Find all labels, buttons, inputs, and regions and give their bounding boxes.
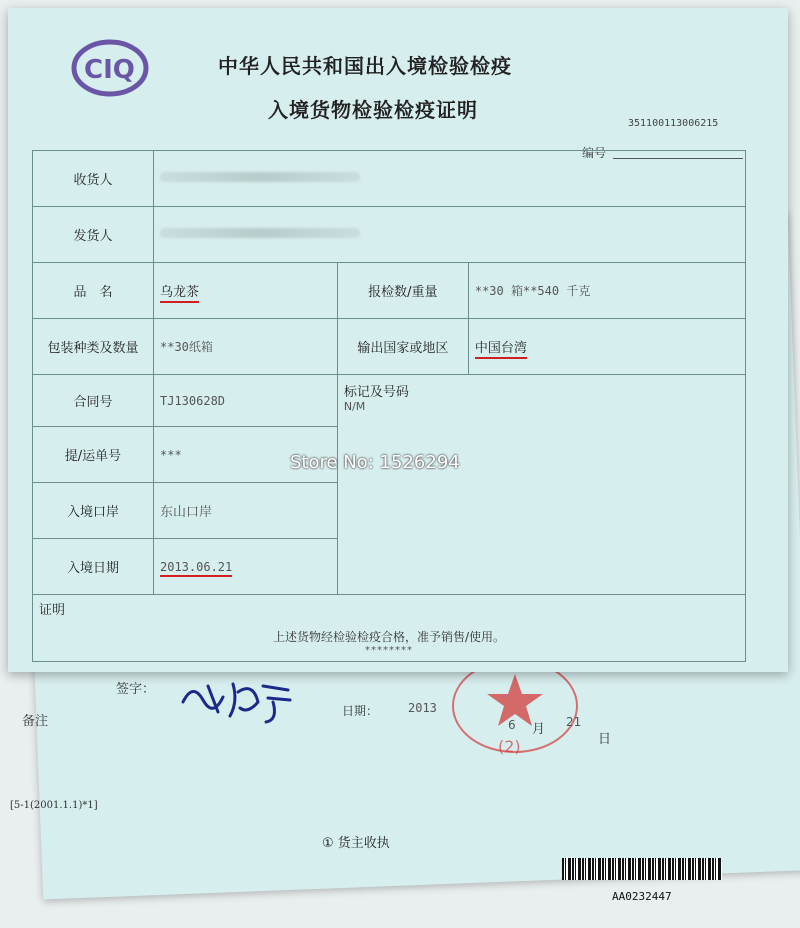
product-label: 品 名 bbox=[33, 263, 154, 319]
table-row bbox=[33, 375, 746, 427]
redacted-text bbox=[160, 228, 360, 238]
contract-label: 合同号 bbox=[33, 375, 154, 427]
table-row bbox=[33, 151, 746, 207]
barcode-text: AA0232447 bbox=[612, 890, 672, 903]
origin-label: 输出国家或地区 bbox=[337, 319, 468, 375]
bl-label: 提/运单号 bbox=[33, 427, 154, 483]
handwritten-signature bbox=[178, 672, 298, 724]
table-row bbox=[33, 595, 746, 662]
entry-date-label: 入境日期 bbox=[33, 539, 154, 595]
consignor-label: 发货人 bbox=[33, 207, 154, 263]
marks-label: 标记及号码 bbox=[343, 385, 409, 400]
qty-weight-label: 报检数/重量 bbox=[337, 263, 468, 319]
month-char: 月 bbox=[532, 722, 546, 737]
packing-value: **30纸箱 bbox=[154, 319, 338, 375]
certificate-table bbox=[32, 150, 746, 662]
official-stamp bbox=[440, 656, 590, 766]
date-year: 2013 bbox=[408, 701, 437, 715]
contract-value: TJ130628D bbox=[154, 375, 338, 427]
date-day: 21 bbox=[566, 715, 582, 729]
marks-cell bbox=[337, 375, 745, 595]
entry-date-cell bbox=[154, 539, 338, 595]
date-label: 日期： bbox=[342, 704, 379, 718]
origin-value-cell bbox=[468, 319, 745, 375]
form-code: [5-1(2001.1.1)*1] bbox=[10, 800, 98, 811]
qty-weight-value: **30 箱**540 千克 bbox=[468, 263, 745, 319]
certificate-stars: ******** bbox=[365, 645, 413, 656]
consignee-value bbox=[154, 151, 746, 207]
table-row bbox=[33, 207, 746, 263]
bl-value: *** bbox=[154, 427, 338, 483]
consignee-label: 收货人 bbox=[33, 151, 154, 207]
product-value-cell bbox=[154, 263, 338, 319]
number-label: 编号 bbox=[582, 146, 607, 160]
serial-number: 351100113006215 bbox=[628, 118, 719, 129]
table-row bbox=[33, 319, 746, 375]
signature-label: 签字： bbox=[116, 682, 156, 697]
date-month: 6 bbox=[508, 718, 516, 732]
entry-port-value: 东山口岸 bbox=[154, 483, 338, 539]
store-watermark: Store No: 1526294 bbox=[290, 452, 460, 473]
consignor-value bbox=[154, 207, 746, 263]
product-value: 乌龙茶 bbox=[160, 285, 199, 303]
certificate-cell bbox=[33, 595, 746, 662]
ciq-logo bbox=[70, 38, 150, 98]
entry-date-value: 2013.06.21 bbox=[160, 560, 232, 577]
entry-port-label: 入境口岸 bbox=[33, 483, 154, 539]
copy-label: ① 货主收执 bbox=[322, 836, 390, 851]
marks-value: N/M bbox=[343, 400, 366, 413]
title-line1: 中华人民共和国出入境检验检疫 bbox=[218, 54, 512, 78]
title-line2: 入境货物检验检疫证明 bbox=[268, 98, 478, 122]
remark-label: 备注 bbox=[22, 714, 49, 729]
barcode bbox=[562, 858, 722, 880]
svg-text:(2): (2) bbox=[498, 737, 521, 756]
day-char: 日 bbox=[598, 732, 612, 747]
certificate-label: 证明 bbox=[39, 603, 66, 618]
table-row bbox=[33, 263, 746, 319]
redacted-text bbox=[160, 172, 360, 182]
certificate-text: 上述货物经检验检疫合格，准予销售/使用。 bbox=[272, 630, 506, 644]
packing-label: 包装种类及数量 bbox=[33, 319, 154, 375]
svg-text:CIQ: CIQ bbox=[84, 55, 135, 85]
origin-value: 中国台湾 bbox=[475, 341, 527, 359]
